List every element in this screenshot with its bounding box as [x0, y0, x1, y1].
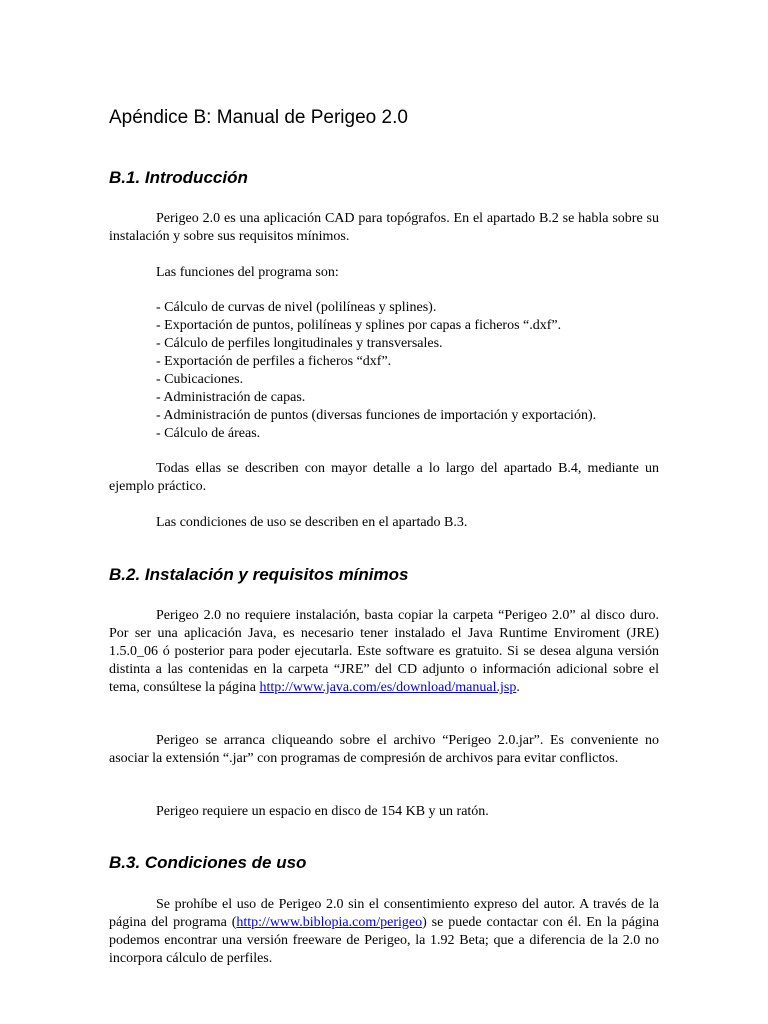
intro-paragraph-2: Las funciones del programa son: — [156, 265, 339, 280]
intro-paragraph-3: Todas ellas se describen con mayor detalle a lo largo del apartado B.4, mediante un ejemplo práctico. — [109, 461, 659, 494]
terms-paragraph-1 — [109, 896, 659, 968]
functions-list — [156, 299, 596, 443]
list-item: - Cubicaciones. — [156, 372, 244, 387]
intro-paragraph-4: Las condiciones de uso se describen en el apartado B.3. — [156, 515, 468, 530]
list-item: - Administración de capas. — [156, 390, 306, 405]
section-heading-introduction: B.1. Introducción — [109, 168, 248, 187]
link-suffix: . — [516, 680, 520, 695]
install-paragraph-1 — [109, 607, 659, 697]
terms-paragraph-1-after: ) se puede contactar con él. En la página podemos encontrar una versión freeware de Perigeo, la 1.92 Beta; que a diferencia de la 2.0 no incorpora cálculo de perfiles. — [109, 915, 659, 966]
install-paragraph-3: Perigeo requiere un espacio en disco de 154 KB y un ratón. — [156, 804, 489, 819]
list-item: - Cálculo de perfiles longitudinales y transversales. — [156, 336, 443, 351]
document-title: Apéndice B: Manual de Perigeo 2.0 — [109, 107, 408, 128]
list-item: - Exportación de perfiles a ficheros “dxf”. — [156, 354, 392, 369]
section-heading-installation: B.2. Instalación y requisitos mínimos — [109, 565, 409, 584]
install-paragraph-2: Perigeo se arranca cliqueando sobre el archivo “Perigeo 2.0.jar”. Es conveniente no asociar la extensión “.jar” con programas de compresión de archivos para evitar conflictos. — [109, 733, 659, 766]
biblopia-link[interactable]: http://www.biblopia.com/perigeo — [236, 915, 423, 930]
list-item: - Administración de puntos (diversas funciones de importación y exportación). — [156, 408, 597, 423]
list-item: - Cálculo de curvas de nivel (polilíneas y splines). — [156, 300, 437, 315]
list-item: - Exportación de puntos, polilíneas y splines por capas a ficheros “.dxf”. — [156, 318, 562, 333]
section-heading-terms: B.3. Condiciones de uso — [109, 853, 307, 872]
java-download-link[interactable]: http://www.java.com/es/download/manual.jsp — [259, 680, 517, 695]
terms-paragraph-1-before: Se prohíbe el uso de Perigeo 2.0 sin el consentimiento expreso del autor. A través de la página del programa ( — [109, 897, 659, 930]
intro-paragraph-1: Perigeo 2.0 es una aplicación CAD para topógrafos. En el apartado B.2 se habla sobre su instalación y sobre sus requisitos mínimos. — [109, 211, 659, 244]
list-item: - Cálculo de áreas. — [156, 426, 261, 441]
install-paragraph-1-text: Perigeo 2.0 no requiere instalación, basta copiar la carpeta “Perigeo 2.0” al disco duro. Por ser una aplicación Java, es necesario tener instalado el Java Runtime Enviroment (JRE) 1.5.0_06 ó posterior para poder ejecutarla. Este software es gratuito. Si se desea alguna versión distinta a las contenidas en la carpeta “JRE” del CD adjunto o información adicional sobre el tema, consúltese la página — [109, 608, 659, 695]
